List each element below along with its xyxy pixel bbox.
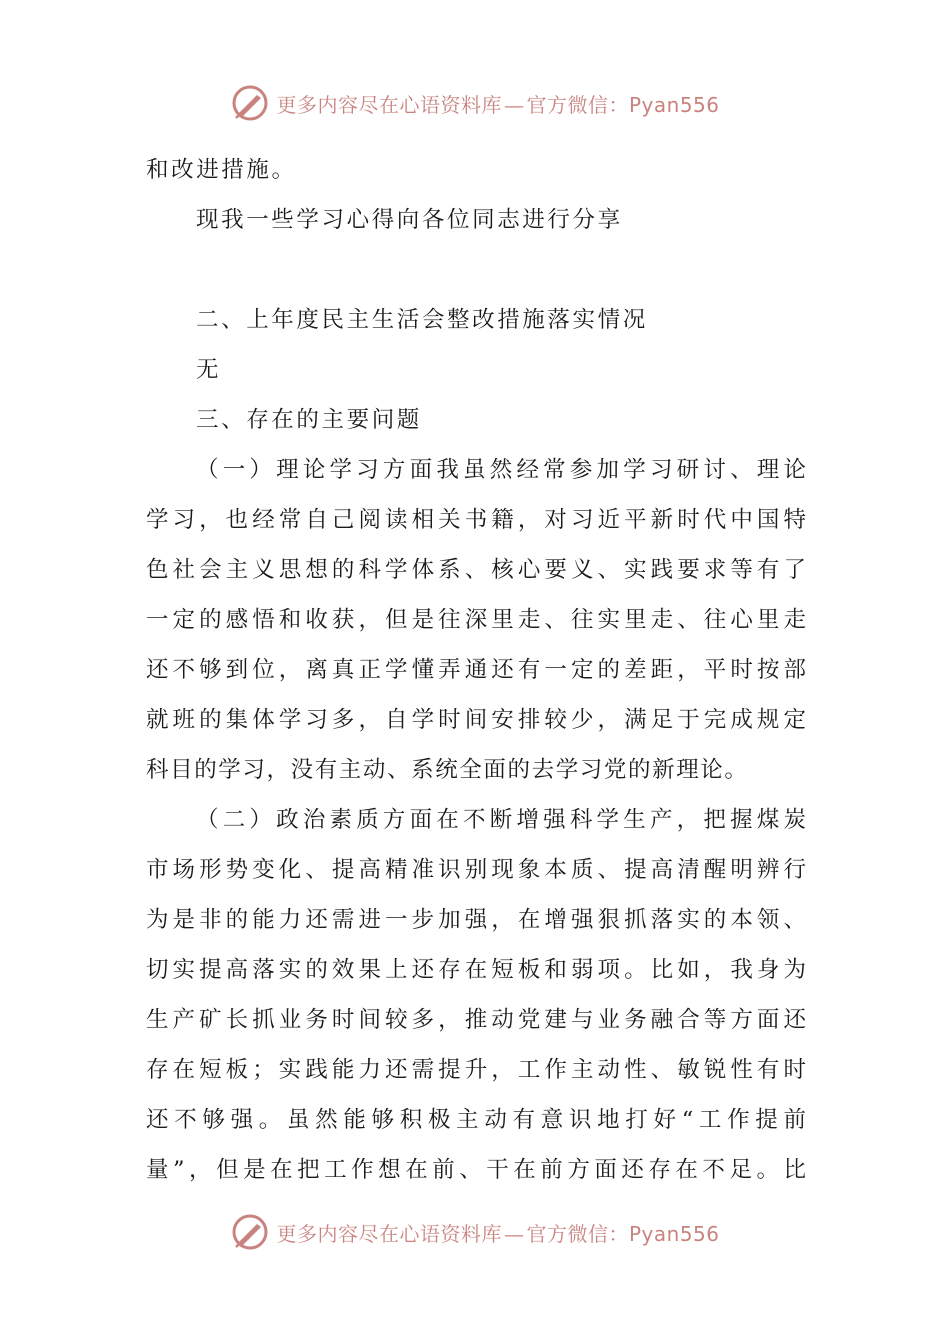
paragraph-line: 生产矿长抓业务时间较多，推动党建与业务融合等方面还 [146, 1007, 806, 1033]
paragraph-line: 色社会主义思想的科学体系、核心要义、实践要求等有了 [146, 557, 806, 583]
pen-seal-logo-icon [230, 83, 270, 123]
text-line: 无 [196, 357, 222, 383]
paragraph-line: 就班的集体学习多，自学时间安排较少，满足于完成规定 [146, 707, 806, 733]
text-line: 现我一些学习心得向各位同志进行分享 [196, 207, 623, 233]
paragraph-line: 一定的感悟和收获，但是往深里走、往实里走、往心里走 [146, 607, 806, 633]
paragraph-line: 还不够强。虽然能够积极主动有意识地打好“工作提前 [146, 1107, 806, 1133]
paragraph-line: （一）理论学习方面我虽然经常参加学习研讨、理论 [196, 457, 806, 483]
footer-watermark [0, 1210, 950, 1254]
paragraph-line: 量”，但是在把工作想在前、干在前方面还存在不足。比 [146, 1157, 806, 1183]
paragraph-line: 切实提高落实的效果上还存在短板和弱项。比如，我身为 [146, 957, 806, 983]
paragraph-line: 学习，也经常自己阅读相关书籍，对习近平新时代中国特 [146, 507, 806, 533]
section-heading: 二、上年度民主生活会整改措施落实情况 [196, 307, 648, 333]
paragraph-line: 市场形势变化、提高精准识别现象本质、提高清醒明辨行 [146, 857, 806, 883]
header-watermark [0, 81, 950, 125]
text-line: 和改进措施。 [146, 157, 297, 183]
paragraph-line: 为是非的能力还需进一步加强，在增强狠抓落实的本领、 [146, 907, 806, 933]
paragraph-line: 科目的学习，没有主动、系统全面的去学习党的新理论。 [146, 757, 749, 783]
section-heading: 三、存在的主要问题 [196, 407, 422, 433]
paragraph-line: 还不够到位，离真正学懂弄通还有一定的差距，平时按部 [146, 657, 806, 683]
watermark-text: 更多内容尽在心语资料库 — 官方微信：Pyan556 [276, 92, 720, 117]
pen-seal-logo-icon [230, 1212, 270, 1252]
paragraph-line: 存在短板；实践能力还需提升，工作主动性、敏锐性有时 [146, 1057, 806, 1083]
paragraph-line: （二）政治素质方面在不断增强科学生产，把握煤炭 [196, 807, 806, 833]
watermark-text: 更多内容尽在心语资料库 — 官方微信：Pyan556 [276, 1221, 720, 1246]
